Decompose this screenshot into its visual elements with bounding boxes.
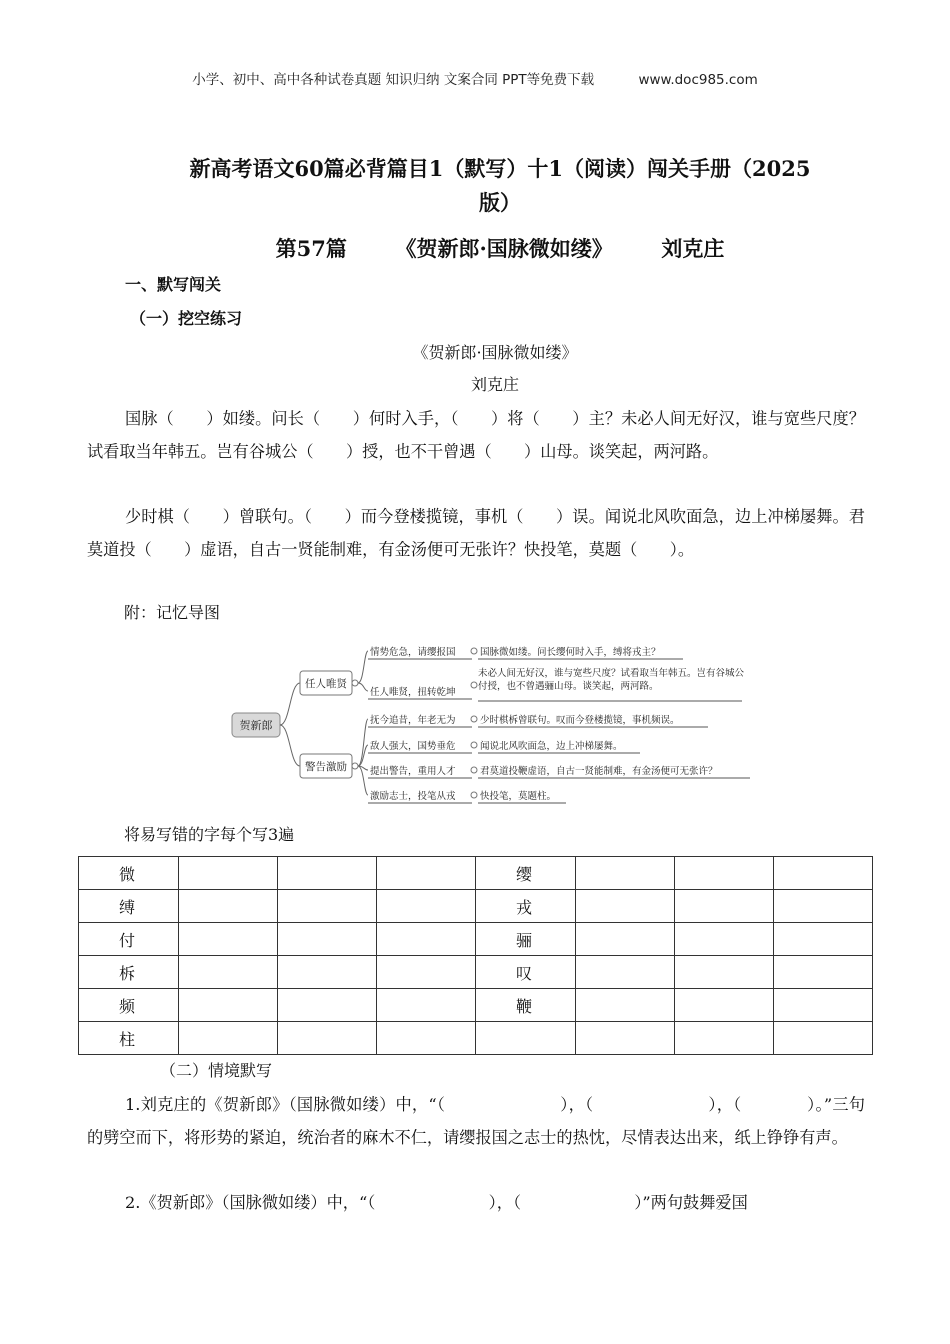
table-row [79,989,873,1022]
practice-char: 戎 [476,890,576,923]
chapter-work: 《贺新郎·国脉微如缕》 [395,236,613,261]
practice-char: 鞭 [476,989,576,1022]
svg-text:君莫道投鞭虚语，自古一贤能制难，有金汤便可无张许？: 君莫道投鞭虚语，自古一贤能制难，有金汤便可无张许？ [480,766,718,777]
practice-blank-cell [377,857,476,890]
practice-blank-cell [675,956,774,989]
mindmap-row-4 [368,740,640,753]
practice-blank-cell [675,890,774,923]
practice-blank-cell [377,989,476,1022]
practice-blank-cell [179,1022,278,1055]
practice-blank-cell [774,956,873,989]
practice-blank-cell [774,890,873,923]
svg-text:少时棋柝曾联句。叹而今登楼揽镜，事机频误。: 少时棋柝曾联句。叹而今登楼揽镜，事机频误。 [480,715,680,726]
practice-blank-cell [377,890,476,923]
table-row [79,956,873,989]
mindmap-row-2: 任人唯贤，扭转乾坤 未必人间无好汉，谁与宽些尺度？试看取当年韩五。岂有谷城公付授，也不曾遇骊山母。谈笑起，两河路。 [370,668,745,698]
practice-char: 付 [79,923,179,956]
practice-blank-cell [774,989,873,1022]
practice-blank-cell [278,857,377,890]
practice-char: 缚 [79,890,179,923]
mindmap-branch-2-label: 警告激励 [305,761,347,773]
table-row [79,923,873,956]
practice-blank-cell [278,956,377,989]
section-heading-context: （二）情境默写 [160,1061,273,1080]
chapter-author: 刘克庄 [661,236,725,261]
practice-char [476,1022,576,1055]
practice-char: 叹 [476,956,576,989]
title-line2: 版） [479,190,521,215]
practice-blank-cell [774,857,873,890]
header-url[interactable]: www.doc985.com [638,72,758,88]
practice-table [78,856,873,1055]
attachment-label: 附：记忆导图 [124,603,221,622]
svg-text:任人唯贤，扭转乾坤: 任人唯贤，扭转乾坤 [370,687,456,698]
practice-blank-cell [774,1022,873,1055]
practice-blank-cell [278,890,377,923]
mindmap-row-6 [368,790,566,803]
practice-char: 缨 [476,857,576,890]
mindmap-row-1 [368,646,683,659]
practice-blank-cell [576,1022,675,1055]
practice-blank-cell [675,857,774,890]
svg-text:提出警告，重用人才: 提出警告，重用人才 [370,766,456,777]
practice-blank-cell [179,890,278,923]
practice-blank-cell [675,989,774,1022]
page-header [0,68,950,88]
mindmap-row-5 [368,765,750,778]
practice-blank-cell [576,857,675,890]
table-row [79,1022,873,1055]
mindmap-row-3 [368,714,708,727]
practice-blank-cell [675,1022,774,1055]
header-text: 小学、初中、高中各种试卷真题 知识归纳 文案合同 PPT等免费下载 [192,72,595,88]
practice-char: 微 [79,857,179,890]
practice-blank-cell [774,923,873,956]
svg-text:抚今追昔，年老无为: 抚今追昔，年老无为 [370,715,456,726]
memory-mind-map [228,633,768,813]
svg-text:国脉微如缕。问长缨何时入手，缚将戎主？: 国脉微如缕。问长缨何时入手，缚将戎主？ [480,647,661,658]
mindmap-branch-1-label: 任人唯贤 [305,678,347,690]
mindmap-root-label: 贺新郎 [239,719,273,732]
document-title [150,152,850,220]
practice-blank-cell [278,923,377,956]
svg-text:激励志士，投笔从戎: 激励志士，投笔从戎 [370,791,456,802]
poem-title: 《贺新郎·国脉微如缕》 [412,343,578,362]
practice-char: 频 [79,989,179,1022]
practice-blank-cell [179,956,278,989]
practice-blank-cell [576,890,675,923]
practice-char: 柝 [79,956,179,989]
poem-paragraph-1: 国脉（ ）如缕。问长（ ）何时入手，（ ）将（ ）主？未必人间无好汉，谁与宽些尺度？试看取当年韩五。岂有谷城公（ ）授，也不干曾遇（ ）山母。谈笑起，两河路。 [87,409,865,461]
practice-blank-cell [576,989,675,1022]
practice-blank-cell [377,1022,476,1055]
poem-author: 刘克庄 [470,375,519,394]
svg-text:敌人强大，国势垂危: 敌人强大，国势垂危 [370,741,456,752]
chapter-number: 第57篇 [275,236,347,261]
practice-char: 骊 [476,923,576,956]
practice-blank-cell [179,989,278,1022]
practice-blank-cell [278,989,377,1022]
practice-blank-cell [377,923,476,956]
table-row [79,857,873,890]
practice-blank-cell [179,923,278,956]
practice-blank-cell [179,857,278,890]
practice-blank-cell [576,923,675,956]
practice-char: 柱 [79,1022,179,1055]
practice-blank-cell [576,956,675,989]
section-heading-1: 一、默写闯关 [125,275,222,294]
title-line1: 新高考语文60篇必背篇目1（默写）十1（阅读）闯关手册（2025 [189,156,811,181]
table-row [79,890,873,923]
practice-blank-cell [278,1022,377,1055]
question-1: 1.刘克庄的《贺新郎》（国脉微如缕）中，“（ ），（ ），（ ）。”三句的劈空而下，将形势的紧迫，统治者的麻木不仁，请缨报国之志士的热忱，尽情表达出来，纸上铮铮有声。 [87,1095,865,1147]
poem-paragraph-2: 少时棋（ ）曾联句。（ ）而今登楼揽镜，事机（ ）误。闻说北风吹面急，边上冲梯屡舞。君莫道投（ ）虚语，自古一贤能制难，有金汤便可无张许？快投笔，莫题（ ）。 [87,507,865,559]
svg-text:快投笔，莫题柱。: 快投笔，莫题柱。 [480,791,557,802]
write-note: 将易写错的字每个写3遍 [124,825,295,844]
section-heading-fill-blank: （一）挖空练习 [130,309,243,328]
chapter-title [150,232,850,266]
practice-blank-cell [377,956,476,989]
svg-text:闻说北风吹面急，边上冲梯屡舞。: 闻说北风吹面急，边上冲梯屡舞。 [480,741,623,752]
practice-blank-cell [675,923,774,956]
question-2: 2.《贺新郎》（国脉微如缕）中，“（ ），（ ）”两句鼓舞爱国 [125,1193,748,1212]
svg-text:情势危急，请缨报国: 情势危急，请缨报国 [370,647,456,658]
